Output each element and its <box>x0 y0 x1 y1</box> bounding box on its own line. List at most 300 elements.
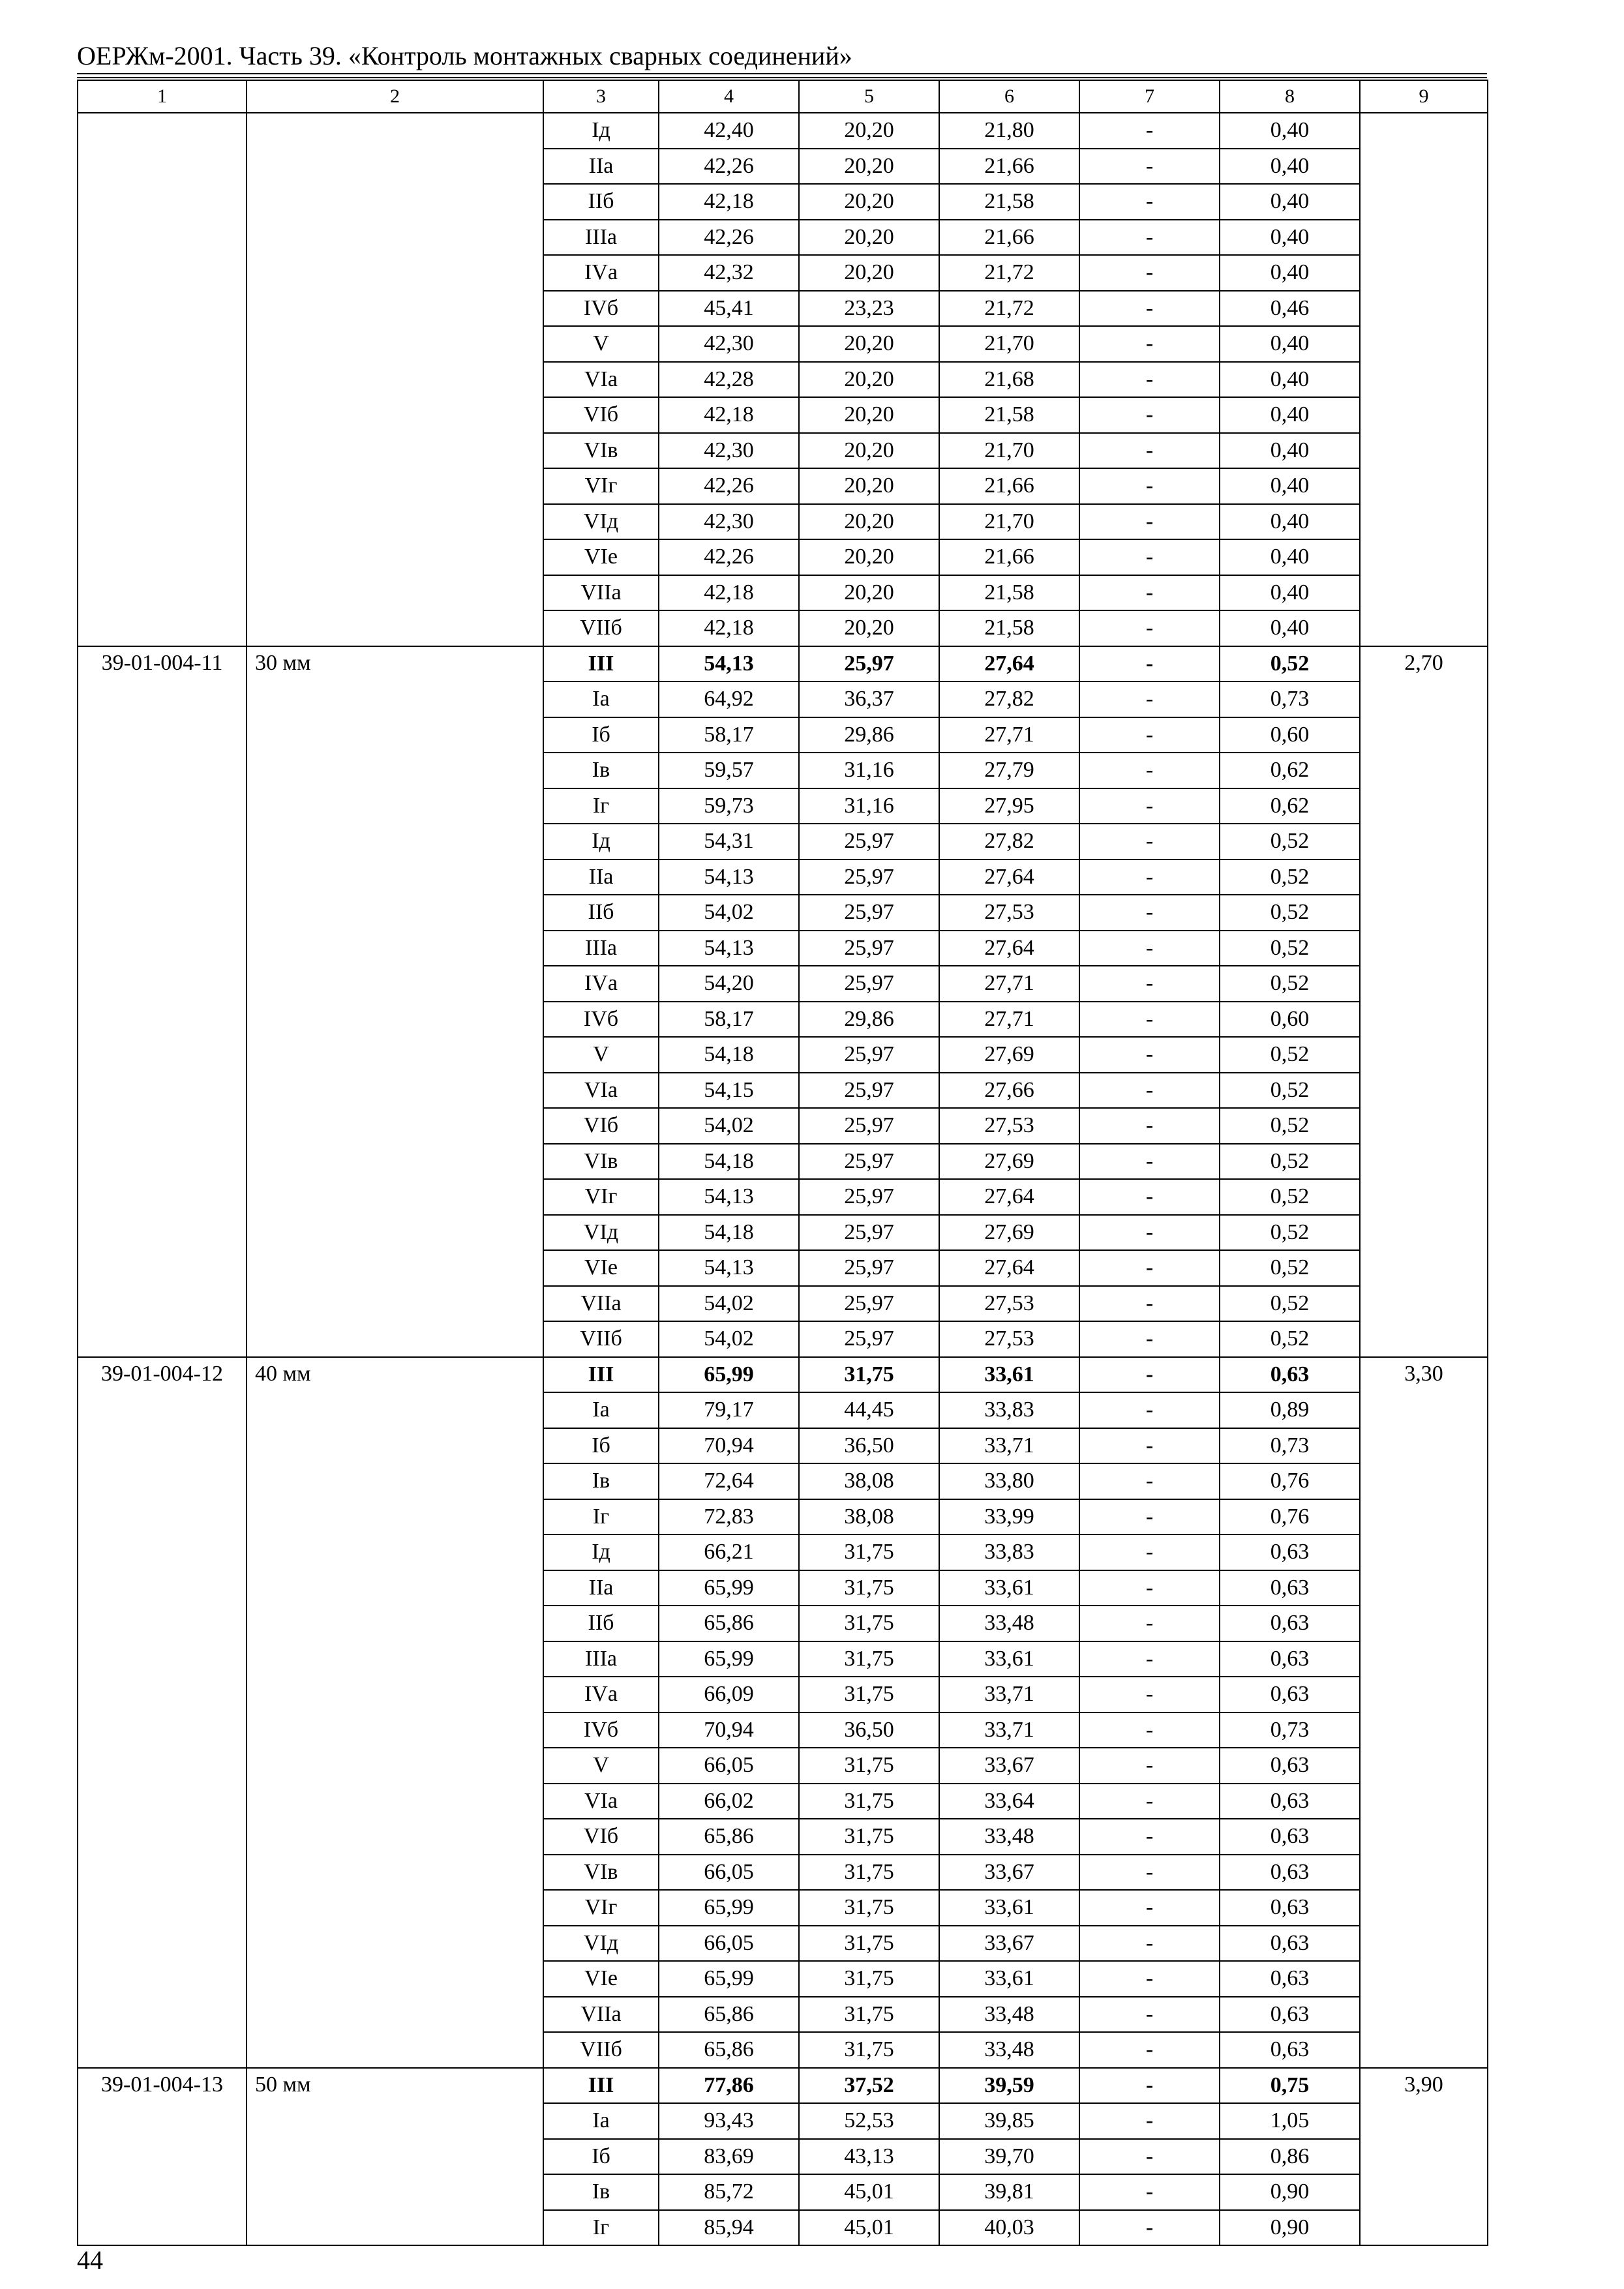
col6-cell: 21,70 <box>939 326 1079 362</box>
col7-cell: - <box>1079 1250 1220 1286</box>
col4-cell: 59,73 <box>659 788 799 824</box>
col7-cell: - <box>1079 2139 1220 2175</box>
col6-cell: 33,61 <box>939 1890 1079 1926</box>
rate-code-cell: 39-01-004-12 <box>78 1357 247 2068</box>
category-cell: VIа <box>543 1784 659 1819</box>
col6-cell: 27,82 <box>939 824 1079 860</box>
col4-cell: 93,43 <box>659 2103 799 2139</box>
col4-cell: 42,30 <box>659 433 799 469</box>
category-cell: VIIб <box>543 1321 659 1357</box>
col6-cell: 21,66 <box>939 468 1079 504</box>
col5-cell: 20,20 <box>799 255 939 291</box>
category-cell: IVа <box>543 255 659 291</box>
col7-cell: - <box>1079 1641 1220 1677</box>
col6-cell: 33,48 <box>939 1819 1079 1855</box>
col5-cell: 31,75 <box>799 2032 939 2068</box>
col6-cell: 33,64 <box>939 1784 1079 1819</box>
col7-cell: - <box>1079 860 1220 895</box>
category-cell: VIIб <box>543 610 659 646</box>
col7-cell: - <box>1079 2210 1220 2246</box>
col8-cell: 0,52 <box>1220 1073 1360 1109</box>
col6-cell: 39,70 <box>939 2139 1079 2175</box>
col8-cell: 0,63 <box>1220 1819 1360 1855</box>
col8-cell: 0,52 <box>1220 1144 1360 1180</box>
col5-cell: 25,97 <box>799 1073 939 1109</box>
col7-cell: - <box>1079 788 1220 824</box>
col7-cell: - <box>1079 1037 1220 1073</box>
category-cell: Iг <box>543 2210 659 2246</box>
col5-cell: 44,45 <box>799 1392 939 1428</box>
category-cell: VIг <box>543 1179 659 1215</box>
col5-cell: 29,86 <box>799 1002 939 1038</box>
col6-cell: 33,83 <box>939 1392 1079 1428</box>
col6-cell: 21,66 <box>939 539 1079 575</box>
col8-cell: 0,90 <box>1220 2174 1360 2210</box>
col8-cell: 0,63 <box>1220 1570 1360 1606</box>
col7-cell: - <box>1079 362 1220 398</box>
col7-cell: - <box>1079 1002 1220 1038</box>
col4-cell: 54,02 <box>659 1321 799 1357</box>
col8-cell: 0,40 <box>1220 575 1360 611</box>
category-cell: IIIа <box>543 931 659 966</box>
col8-cell: 0,63 <box>1220 1997 1360 2033</box>
col7-cell: - <box>1079 1108 1220 1144</box>
category-cell: IIб <box>543 895 659 931</box>
col6-cell: 33,83 <box>939 1534 1079 1570</box>
col8-cell: 0,52 <box>1220 1286 1360 1322</box>
category-cell: VIб <box>543 1108 659 1144</box>
col7-cell: - <box>1079 291 1220 327</box>
rate-name-cell: 50 мм <box>247 2068 543 2246</box>
col8-cell: 0,40 <box>1220 433 1360 469</box>
col5-cell: 37,52 <box>799 2068 939 2104</box>
col7-cell: - <box>1079 1463 1220 1499</box>
col5-cell: 25,97 <box>799 1250 939 1286</box>
col4-cell: 58,17 <box>659 717 799 753</box>
col7-cell: - <box>1079 504 1220 540</box>
col4-cell: 83,69 <box>659 2139 799 2175</box>
col6-cell: 33,67 <box>939 1926 1079 1962</box>
col6-cell: 40,03 <box>939 2210 1079 2246</box>
col4-cell: 66,05 <box>659 1855 799 1891</box>
col6-cell: 33,48 <box>939 1606 1079 1641</box>
col8-cell: 0,40 <box>1220 610 1360 646</box>
col6-cell: 21,70 <box>939 504 1079 540</box>
col5-cell: 25,97 <box>799 1286 939 1322</box>
col4-cell: 58,17 <box>659 1002 799 1038</box>
col4-cell: 54,18 <box>659 1144 799 1180</box>
col6-cell: 27,64 <box>939 646 1079 682</box>
column-header: 1 <box>78 80 247 113</box>
col7-cell: - <box>1079 681 1220 717</box>
col6-cell: 27,53 <box>939 1321 1079 1357</box>
col5-cell: 20,20 <box>799 397 939 433</box>
col7-cell: - <box>1079 646 1220 682</box>
category-cell: III <box>543 2068 659 2104</box>
col6-cell: 27,79 <box>939 753 1079 788</box>
col8-cell: 0,76 <box>1220 1499 1360 1535</box>
col7-cell: - <box>1079 1428 1220 1464</box>
col7-cell: - <box>1079 1606 1220 1641</box>
col6-cell: 39,85 <box>939 2103 1079 2139</box>
col5-cell: 20,20 <box>799 575 939 611</box>
col4-cell: 42,26 <box>659 149 799 185</box>
category-cell: IIа <box>543 149 659 185</box>
col4-cell: 42,30 <box>659 504 799 540</box>
col4-cell: 70,94 <box>659 1428 799 1464</box>
col5-cell: 31,16 <box>799 788 939 824</box>
col8-cell: 0,62 <box>1220 753 1360 788</box>
col7-cell: - <box>1079 1073 1220 1109</box>
rate-code-cell <box>78 113 247 646</box>
col7-cell: - <box>1079 326 1220 362</box>
col5-cell: 25,97 <box>799 646 939 682</box>
col5-cell: 31,75 <box>799 1926 939 1962</box>
col5-cell: 36,50 <box>799 1713 939 1748</box>
col4-cell: 65,86 <box>659 1997 799 2033</box>
col7-cell: - <box>1079 1713 1220 1748</box>
col7-cell: - <box>1079 1784 1220 1819</box>
col5-cell: 20,20 <box>799 326 939 362</box>
col5-cell: 31,16 <box>799 753 939 788</box>
col6-cell: 27,95 <box>939 788 1079 824</box>
col7-cell: - <box>1079 1321 1220 1357</box>
col5-cell: 36,37 <box>799 681 939 717</box>
rate-code-cell: 39-01-004-13 <box>78 2068 247 2246</box>
col6-cell: 27,71 <box>939 717 1079 753</box>
total-cell: 2,70 <box>1360 646 1488 1357</box>
col7-cell: - <box>1079 184 1220 220</box>
col7-cell: - <box>1079 1570 1220 1606</box>
col6-cell: 39,59 <box>939 2068 1079 2104</box>
col5-cell: 31,75 <box>799 1357 939 1393</box>
col8-cell: 0,52 <box>1220 646 1360 682</box>
category-cell: VIе <box>543 539 659 575</box>
col4-cell: 42,40 <box>659 113 799 149</box>
col4-cell: 65,99 <box>659 1641 799 1677</box>
col6-cell: 21,72 <box>939 255 1079 291</box>
col4-cell: 42,26 <box>659 468 799 504</box>
col8-cell: 0,60 <box>1220 1002 1360 1038</box>
col8-cell: 0,40 <box>1220 326 1360 362</box>
total-cell: 3,30 <box>1360 1357 1488 2068</box>
col4-cell: 54,13 <box>659 1179 799 1215</box>
col4-cell: 54,31 <box>659 824 799 860</box>
col8-cell: 0,40 <box>1220 539 1360 575</box>
col6-cell: 33,67 <box>939 1855 1079 1891</box>
col6-cell: 21,58 <box>939 184 1079 220</box>
col4-cell: 54,15 <box>659 1073 799 1109</box>
col4-cell: 77,86 <box>659 2068 799 2104</box>
col6-cell: 27,64 <box>939 931 1079 966</box>
col5-cell: 20,20 <box>799 220 939 256</box>
table-row <box>78 1357 1488 1393</box>
col8-cell: 0,40 <box>1220 113 1360 149</box>
col7-cell: - <box>1079 539 1220 575</box>
col6-cell: 27,53 <box>939 895 1079 931</box>
col5-cell: 20,20 <box>799 468 939 504</box>
rate-name-cell: 30 мм <box>247 646 543 1357</box>
col6-cell: 33,61 <box>939 1570 1079 1606</box>
category-cell: VIг <box>543 1890 659 1926</box>
table-row <box>78 113 1488 149</box>
col4-cell: 65,99 <box>659 1570 799 1606</box>
col5-cell: 25,97 <box>799 1108 939 1144</box>
page-header-title: ОЕРЖм-2001. Часть 39. «Контроль монтажных сварных соединений» <box>77 41 852 70</box>
col6-cell: 27,64 <box>939 860 1079 895</box>
col5-cell: 38,08 <box>799 1499 939 1535</box>
rate-name-cell: 40 мм <box>247 1357 543 2068</box>
col8-cell: 0,40 <box>1220 362 1360 398</box>
col4-cell: 70,94 <box>659 1713 799 1748</box>
col4-cell: 85,72 <box>659 2174 799 2210</box>
col5-cell: 45,01 <box>799 2174 939 2210</box>
col7-cell: - <box>1079 2103 1220 2139</box>
col6-cell: 21,58 <box>939 610 1079 646</box>
col6-cell: 33,80 <box>939 1463 1079 1499</box>
col5-cell: 31,75 <box>799 1677 939 1713</box>
col7-cell: - <box>1079 220 1220 256</box>
col4-cell: 42,18 <box>659 397 799 433</box>
col5-cell: 31,75 <box>799 1748 939 1784</box>
col6-cell: 21,80 <box>939 113 1079 149</box>
category-cell: V <box>543 1748 659 1784</box>
category-cell: V <box>543 326 659 362</box>
category-cell: Iб <box>543 2139 659 2175</box>
col4-cell: 66,02 <box>659 1784 799 1819</box>
col4-cell: 54,20 <box>659 966 799 1002</box>
col8-cell: 0,46 <box>1220 291 1360 327</box>
col4-cell: 65,99 <box>659 1357 799 1393</box>
col4-cell: 54,02 <box>659 1108 799 1144</box>
col8-cell: 0,40 <box>1220 255 1360 291</box>
header-rule-top <box>77 73 1487 74</box>
col6-cell: 21,66 <box>939 149 1079 185</box>
category-cell: IVб <box>543 291 659 327</box>
col4-cell: 85,94 <box>659 2210 799 2246</box>
col8-cell: 0,40 <box>1220 220 1360 256</box>
col5-cell: 25,97 <box>799 1215 939 1251</box>
col7-cell: - <box>1079 468 1220 504</box>
category-cell: Iг <box>543 788 659 824</box>
category-cell: VIб <box>543 1819 659 1855</box>
col8-cell: 0,63 <box>1220 1890 1360 1926</box>
col6-cell: 27,64 <box>939 1179 1079 1215</box>
category-cell: VIд <box>543 1926 659 1962</box>
col4-cell: 42,26 <box>659 220 799 256</box>
table-body <box>78 113 1488 2245</box>
col8-cell: 0,52 <box>1220 1179 1360 1215</box>
col5-cell: 20,20 <box>799 610 939 646</box>
col4-cell: 42,18 <box>659 184 799 220</box>
col6-cell: 27,69 <box>939 1037 1079 1073</box>
col8-cell: 0,52 <box>1220 824 1360 860</box>
col7-cell: - <box>1079 1392 1220 1428</box>
col4-cell: 54,13 <box>659 931 799 966</box>
col8-cell: 0,52 <box>1220 1250 1360 1286</box>
rate-name-cell <box>247 113 543 646</box>
col6-cell: 33,67 <box>939 1748 1079 1784</box>
col4-cell: 42,26 <box>659 539 799 575</box>
col5-cell: 29,86 <box>799 717 939 753</box>
col6-cell: 33,71 <box>939 1713 1079 1748</box>
col7-cell: - <box>1079 1534 1220 1570</box>
total-cell <box>1360 113 1488 646</box>
col7-cell: - <box>1079 895 1220 931</box>
col7-cell: - <box>1079 1890 1220 1926</box>
col4-cell: 72,64 <box>659 1463 799 1499</box>
col8-cell: 0,73 <box>1220 1713 1360 1748</box>
col8-cell: 0,52 <box>1220 1215 1360 1251</box>
col6-cell: 27,82 <box>939 681 1079 717</box>
category-cell: Iа <box>543 681 659 717</box>
col7-cell: - <box>1079 113 1220 149</box>
col5-cell: 25,97 <box>799 824 939 860</box>
col8-cell: 0,63 <box>1220 1534 1360 1570</box>
category-cell: Iв <box>543 1463 659 1499</box>
col5-cell: 25,97 <box>799 931 939 966</box>
col4-cell: 42,18 <box>659 610 799 646</box>
col5-cell: 31,75 <box>799 1855 939 1891</box>
col7-cell: - <box>1079 1499 1220 1535</box>
col7-cell: - <box>1079 824 1220 860</box>
col5-cell: 25,97 <box>799 1179 939 1215</box>
category-cell: IVа <box>543 1677 659 1713</box>
col7-cell: - <box>1079 1855 1220 1891</box>
col6-cell: 33,61 <box>939 1641 1079 1677</box>
category-cell: IIб <box>543 1606 659 1641</box>
col6-cell: 33,61 <box>939 1357 1079 1393</box>
column-header: 6 <box>939 80 1079 113</box>
col7-cell: - <box>1079 1997 1220 2033</box>
category-cell: IVб <box>543 1713 659 1748</box>
col7-cell: - <box>1079 575 1220 611</box>
col8-cell: 0,63 <box>1220 1748 1360 1784</box>
col4-cell: 42,32 <box>659 255 799 291</box>
col6-cell: 21,58 <box>939 575 1079 611</box>
col8-cell: 0,63 <box>1220 1784 1360 1819</box>
col5-cell: 31,75 <box>799 1890 939 1926</box>
col5-cell: 25,97 <box>799 895 939 931</box>
col6-cell: 33,99 <box>939 1499 1079 1535</box>
col4-cell: 54,18 <box>659 1037 799 1073</box>
col7-cell: - <box>1079 2174 1220 2210</box>
col6-cell: 21,72 <box>939 291 1079 327</box>
col7-cell: - <box>1079 1144 1220 1180</box>
rates-table <box>77 80 1488 2246</box>
category-cell: V <box>543 1037 659 1073</box>
category-cell: Iд <box>543 824 659 860</box>
column-number-row <box>78 80 1488 113</box>
col4-cell: 42,28 <box>659 362 799 398</box>
col4-cell: 65,86 <box>659 2032 799 2068</box>
category-cell: VIе <box>543 1250 659 1286</box>
col6-cell: 21,70 <box>939 433 1079 469</box>
category-cell: Iа <box>543 1392 659 1428</box>
col8-cell: 0,52 <box>1220 966 1360 1002</box>
col5-cell: 25,97 <box>799 1037 939 1073</box>
col7-cell: - <box>1079 1926 1220 1962</box>
col6-cell: 21,66 <box>939 220 1079 256</box>
col4-cell: 54,18 <box>659 1215 799 1251</box>
col4-cell: 65,86 <box>659 1606 799 1641</box>
col6-cell: 27,69 <box>939 1144 1079 1180</box>
col8-cell: 0,40 <box>1220 149 1360 185</box>
col6-cell: 27,71 <box>939 1002 1079 1038</box>
col7-cell: - <box>1079 753 1220 788</box>
category-cell: IVб <box>543 1002 659 1038</box>
col4-cell: 42,30 <box>659 326 799 362</box>
col5-cell: 20,20 <box>799 113 939 149</box>
col4-cell: 79,17 <box>659 1392 799 1428</box>
col8-cell: 1,05 <box>1220 2103 1360 2139</box>
col4-cell: 59,57 <box>659 753 799 788</box>
col7-cell: - <box>1079 1819 1220 1855</box>
col8-cell: 0,89 <box>1220 1392 1360 1428</box>
col5-cell: 36,50 <box>799 1428 939 1464</box>
column-header: 7 <box>1079 80 1220 113</box>
col5-cell: 38,08 <box>799 1463 939 1499</box>
col4-cell: 65,86 <box>659 1819 799 1855</box>
table-row <box>78 646 1488 682</box>
col5-cell: 20,20 <box>799 184 939 220</box>
col7-cell: - <box>1079 610 1220 646</box>
col6-cell: 27,53 <box>939 1286 1079 1322</box>
col5-cell: 52,53 <box>799 2103 939 2139</box>
col8-cell: 0,63 <box>1220 1641 1360 1677</box>
col7-cell: - <box>1079 2068 1220 2104</box>
col7-cell: - <box>1079 433 1220 469</box>
column-header: 3 <box>543 80 659 113</box>
col8-cell: 0,63 <box>1220 1855 1360 1891</box>
col8-cell: 0,86 <box>1220 2139 1360 2175</box>
category-cell: VIIа <box>543 575 659 611</box>
category-cell: VIIа <box>543 1997 659 2033</box>
col5-cell: 20,20 <box>799 433 939 469</box>
category-cell: III <box>543 646 659 682</box>
col7-cell: - <box>1079 1677 1220 1713</box>
col8-cell: 0,40 <box>1220 397 1360 433</box>
col5-cell: 23,23 <box>799 291 939 327</box>
col7-cell: - <box>1079 149 1220 185</box>
col6-cell: 27,53 <box>939 1108 1079 1144</box>
column-header: 8 <box>1220 80 1360 113</box>
header-rule-bottom <box>77 77 1487 78</box>
col8-cell: 0,63 <box>1220 1606 1360 1641</box>
col7-cell: - <box>1079 931 1220 966</box>
col6-cell: 27,64 <box>939 1250 1079 1286</box>
col7-cell: - <box>1079 2032 1220 2068</box>
col4-cell: 45,41 <box>659 291 799 327</box>
col5-cell: 31,75 <box>799 1570 939 1606</box>
col4-cell: 64,92 <box>659 681 799 717</box>
col5-cell: 31,75 <box>799 1961 939 1997</box>
category-cell: Iд <box>543 113 659 149</box>
col5-cell: 45,01 <box>799 2210 939 2246</box>
col6-cell: 27,66 <box>939 1073 1079 1109</box>
col8-cell: 0,76 <box>1220 1463 1360 1499</box>
category-cell: IVа <box>543 966 659 1002</box>
category-cell: Iв <box>543 2174 659 2210</box>
col5-cell: 31,75 <box>799 1641 939 1677</box>
col5-cell: 25,97 <box>799 1321 939 1357</box>
col8-cell: 0,73 <box>1220 1428 1360 1464</box>
col7-cell: - <box>1079 255 1220 291</box>
col5-cell: 31,75 <box>799 1534 939 1570</box>
col6-cell: 33,61 <box>939 1961 1079 1997</box>
col8-cell: 0,60 <box>1220 717 1360 753</box>
category-cell: Iб <box>543 1428 659 1464</box>
